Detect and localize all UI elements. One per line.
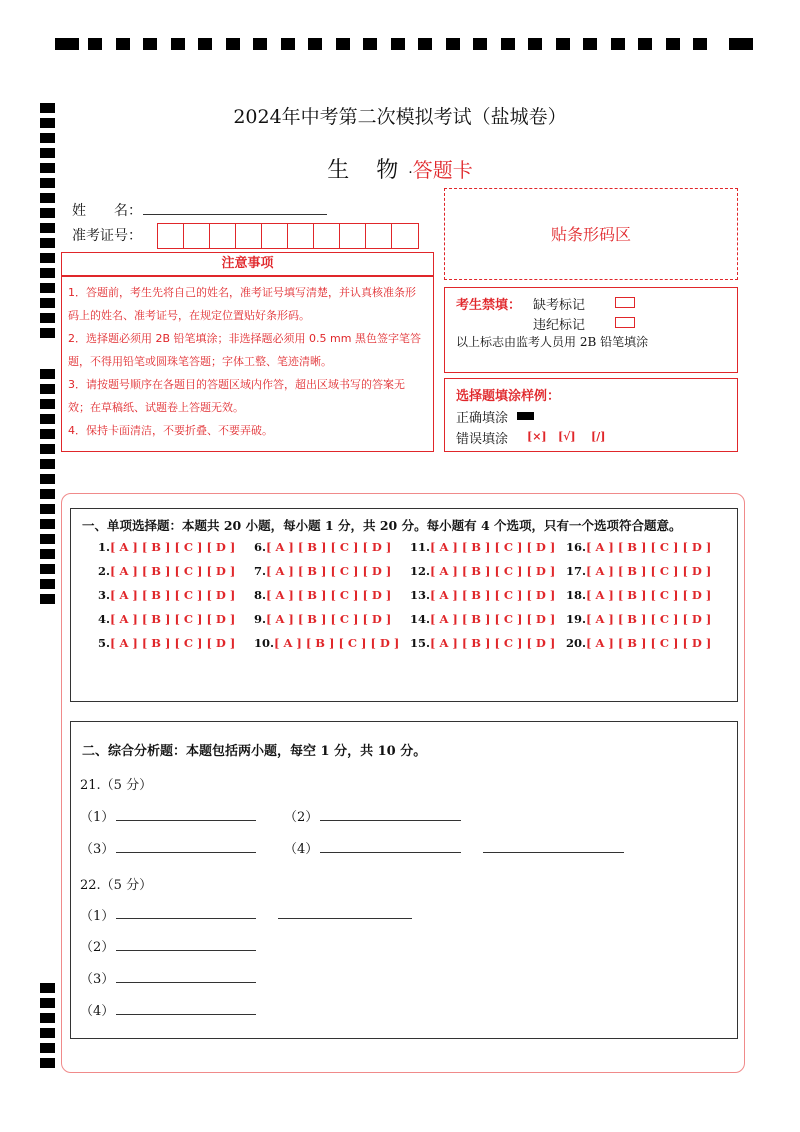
answer-line-21-4a[interactable] xyxy=(320,852,461,853)
notice-item: 1．答题前，考生先将自己的姓名，准考证号填写清楚，并认真核准条形码上的姓名、准考证号，在规定位置贴好条形码。 xyxy=(68,286,416,322)
wrong-fill-sample-slash: [/] xyxy=(591,430,606,443)
timing-mark-top xyxy=(446,38,460,50)
timing-mark-top xyxy=(583,38,597,50)
examiner-note: 以上标志由监考人员用 2B 铅笔填涂 xyxy=(456,335,649,349)
question-4[interactable]: 4.[ A ] [ B ] [ C ] [ D ] xyxy=(98,612,236,626)
timing-mark-side xyxy=(40,283,55,293)
fill-example-title: 选择题填涂样例： xyxy=(456,389,561,404)
question-5[interactable]: 5.[ A ] [ B ] [ C ] [ D ] xyxy=(98,636,236,650)
timing-mark-side xyxy=(40,489,55,499)
barcode-area xyxy=(444,188,738,280)
wrong-fill-sample-check: [√] xyxy=(558,430,576,443)
timing-mark-side xyxy=(40,594,55,604)
question-15[interactable]: 15.[ A ] [ B ] [ C ] [ D ] xyxy=(410,636,556,650)
timing-mark-side xyxy=(40,474,55,484)
blank-label-22-3: （3） xyxy=(80,972,115,987)
timing-mark-side xyxy=(40,1028,55,1038)
question-22-label: 22.（5 分） xyxy=(80,878,153,893)
timing-mark-side xyxy=(40,313,55,323)
section-1-title: 一、单项选择题：本题共 20 小题，每小题 1 分，共 20 分。每小题有 4 个选项，只有一个选项符合题意。 xyxy=(82,518,682,533)
blank-label-22-1: （1） xyxy=(80,909,115,924)
violation-mark-box[interactable] xyxy=(615,317,635,328)
timing-mark-side xyxy=(40,519,55,529)
timing-mark-side xyxy=(40,253,55,263)
notice-item: 3．请按题号顺序在各题目的答题区域内作答，超出区域书写的答案无效；在草稿纸、试题卷上答题无效。 xyxy=(68,378,405,414)
answer-line-22-4[interactable] xyxy=(116,1014,256,1015)
question-3[interactable]: 3.[ A ] [ B ] [ C ] [ D ] xyxy=(98,588,236,602)
timing-mark-top xyxy=(418,38,432,50)
timing-mark-side xyxy=(40,549,55,559)
name-field[interactable] xyxy=(143,214,327,215)
subject-heading xyxy=(0,153,800,184)
notice-item: 4．保持卡面清洁，不要折叠、不要弄破。 xyxy=(68,424,273,437)
blank-label-21-3: （3） xyxy=(80,842,115,857)
timing-mark-side xyxy=(40,564,55,574)
timing-mark-side xyxy=(40,429,55,439)
exam-id-grid[interactable] xyxy=(157,223,419,249)
timing-mark-side xyxy=(40,1058,55,1068)
timing-mark-side xyxy=(40,444,55,454)
timing-mark-side xyxy=(40,1043,55,1053)
question-16[interactable]: 16.[ A ] [ B ] [ C ] [ D ] xyxy=(566,540,712,554)
notice-item: 2．选择题必须用 2B 铅笔填涂；非选择题必须用 0.5 mm 黑色签字笔答题，不得用铅笔或圆珠笔答题；字体工整、笔迹清晰。 xyxy=(68,332,421,368)
timing-mark-top xyxy=(391,38,405,50)
question-2[interactable]: 2.[ A ] [ B ] [ C ] [ D ] xyxy=(98,564,236,578)
timing-mark-side xyxy=(40,268,55,278)
absent-mark-label: 缺考标记 xyxy=(533,298,586,313)
timing-mark-side xyxy=(40,133,55,143)
question-19[interactable]: 19.[ A ] [ B ] [ C ] [ D ] xyxy=(566,612,712,626)
timing-mark-top xyxy=(501,38,515,50)
blank-label-22-2: （2） xyxy=(80,940,115,955)
question-21-label: 21.（5 分） xyxy=(80,778,153,793)
correct-fill-sample xyxy=(517,412,534,420)
timing-mark-side xyxy=(40,384,55,394)
timing-mark-top xyxy=(638,38,652,50)
timing-mark-top xyxy=(308,38,322,50)
timing-mark-side xyxy=(40,208,55,218)
question-20[interactable]: 20.[ A ] [ B ] [ C ] [ D ] xyxy=(566,636,712,650)
exam-id-cell[interactable] xyxy=(262,224,288,248)
timing-mark-top xyxy=(528,38,542,50)
notices-title: 注意事项 xyxy=(61,252,434,276)
timing-mark-side xyxy=(40,238,55,248)
question-6[interactable]: 6.[ A ] [ B ] [ C ] [ D ] xyxy=(254,540,392,554)
absent-mark-box[interactable] xyxy=(615,297,635,308)
timing-mark-side xyxy=(40,504,55,514)
timing-mark-top xyxy=(666,38,680,50)
timing-mark-top xyxy=(473,38,487,50)
answer-line-22-2[interactable] xyxy=(116,950,256,951)
question-1[interactable]: 1.[ A ] [ B ] [ C ] [ D ] xyxy=(98,540,236,554)
exam-title: 2024年中考第二次模拟考试（盐城卷） xyxy=(233,106,567,128)
timing-mark-top-left xyxy=(55,38,79,50)
answer-line-21-3[interactable] xyxy=(116,852,256,853)
timing-mark-top xyxy=(363,38,377,50)
timing-mark-side xyxy=(40,399,55,409)
answer-line-21-2[interactable] xyxy=(320,820,461,821)
wrong-fill-sample-cross: [×] xyxy=(527,430,547,443)
question-13[interactable]: 13.[ A ] [ B ] [ C ] [ D ] xyxy=(410,588,556,602)
question-7[interactable]: 7.[ A ] [ B ] [ C ] [ D ] xyxy=(254,564,392,578)
blank-label-22-4: （4） xyxy=(80,1004,115,1019)
timing-mark-top xyxy=(116,38,130,50)
answer-line-22-1a[interactable] xyxy=(116,918,256,919)
timing-mark-side xyxy=(40,579,55,589)
timing-mark-side xyxy=(40,193,55,203)
subject-name: 生 物 xyxy=(327,158,409,183)
exam-id-cell[interactable] xyxy=(314,224,340,248)
fill-example-box xyxy=(444,378,738,452)
subject-dot: · xyxy=(408,165,413,181)
question-18[interactable]: 18.[ A ] [ B ] [ C ] [ D ] xyxy=(566,588,712,602)
timing-mark-top xyxy=(281,38,295,50)
blank-label-21-4: （4） xyxy=(284,842,319,857)
name-label: 姓 名： xyxy=(72,203,142,219)
violation-mark-label: 违纪标记 xyxy=(533,318,586,333)
exam-id-cell[interactable] xyxy=(210,224,236,248)
question-9[interactable]: 9.[ A ] [ B ] [ C ] [ D ] xyxy=(254,612,392,626)
timing-mark-side xyxy=(40,459,55,469)
timing-mark-top xyxy=(253,38,267,50)
timing-mark-side xyxy=(40,998,55,1008)
question-8[interactable]: 8.[ A ] [ B ] [ C ] [ D ] xyxy=(254,588,392,602)
timing-mark-top xyxy=(336,38,350,50)
examiner-only-label: 考生禁填： xyxy=(456,298,522,313)
timing-mark-top xyxy=(226,38,240,50)
timing-mark-side xyxy=(40,1013,55,1023)
timing-mark-side xyxy=(40,534,55,544)
answer-line-21-1[interactable] xyxy=(116,820,256,821)
blank-label-21-2: （2） xyxy=(284,810,319,825)
notices-box xyxy=(61,276,434,452)
timing-mark-top xyxy=(143,38,157,50)
section-2-title: 二、综合分析题：本题包括两小题，每空 1 分，共 10 分。 xyxy=(82,744,427,759)
answer-card-label: 答题卡 xyxy=(412,158,473,182)
answer-line-22-1b[interactable] xyxy=(278,918,412,919)
answer-line-22-3[interactable] xyxy=(116,982,256,983)
timing-mark-top xyxy=(693,38,707,50)
exam-id-cell[interactable] xyxy=(236,224,262,248)
barcode-label: 贴条形码区 xyxy=(550,225,631,244)
timing-mark-side xyxy=(40,414,55,424)
exam-id-label: 准考证号： xyxy=(72,228,142,244)
timing-mark-side xyxy=(40,328,55,338)
wrong-fill-label: 错误填涂 xyxy=(456,432,509,447)
question-12[interactable]: 12.[ A ] [ B ] [ C ] [ D ] xyxy=(410,564,556,578)
multiple-choice-section xyxy=(70,508,738,702)
exam-id-cell[interactable] xyxy=(340,224,366,248)
answer-line-21-4b[interactable] xyxy=(483,852,624,853)
exam-id-cell[interactable] xyxy=(392,224,418,248)
question-11[interactable]: 11.[ A ] [ B ] [ C ] [ D ] xyxy=(410,540,556,554)
exam-id-cell[interactable] xyxy=(158,224,184,248)
timing-mark-top xyxy=(88,38,102,50)
correct-fill-label: 正确填涂 xyxy=(456,411,509,426)
timing-mark-top xyxy=(198,38,212,50)
examiner-only-box xyxy=(444,287,738,373)
timing-mark-top xyxy=(611,38,625,50)
timing-mark-top xyxy=(171,38,185,50)
exam-id-cell[interactable] xyxy=(366,224,392,248)
analysis-section xyxy=(70,721,738,1039)
question-10[interactable]: 10.[ A ] [ B ] [ C ] [ D ] xyxy=(254,636,400,650)
exam-id-cell[interactable] xyxy=(184,224,210,248)
timing-mark-side xyxy=(40,369,55,379)
question-14[interactable]: 14.[ A ] [ B ] [ C ] [ D ] xyxy=(410,612,556,626)
question-17[interactable]: 17.[ A ] [ B ] [ C ] [ D ] xyxy=(566,564,712,578)
timing-mark-top-right xyxy=(729,38,753,50)
timing-mark-side xyxy=(40,223,55,233)
timing-mark-top xyxy=(556,38,570,50)
blank-label-21-1: （1） xyxy=(80,810,115,825)
timing-mark-side xyxy=(40,983,55,993)
exam-id-cell[interactable] xyxy=(288,224,314,248)
timing-mark-side xyxy=(40,298,55,308)
